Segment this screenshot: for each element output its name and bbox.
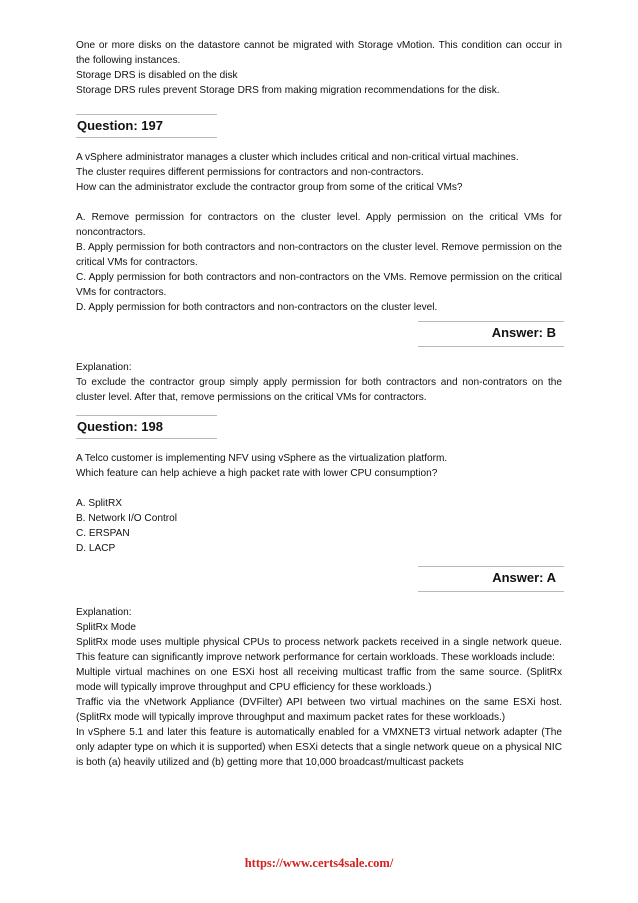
answer-197: Answer: B [491,325,556,340]
stem-line: Which feature can help achieve a high packet rate with lower CPU consumption? [76,468,438,479]
stem-line: A vSphere administrator manages a cluster which includes critical and non-critical virtual machines. [76,152,519,163]
stem-line: The cluster requires different permissions for contractors and non-contractors. [76,167,424,178]
explanation-198-paragraph: In vSphere 5.1 and later this feature is automatically enabled for a VMXNET3 virtual network adapter (The only adapter type on which it is supported) when ESXi detects that a single network queue on a physical NIC is both (a) heavily utilized and (b) getting more that 10,000 broadcast/multicast packets [76,727,562,768]
explanation-198-paragraph: SplitRx mode uses multiple physical CPUs to process network packets received in a single network queue. This feature can significantly improve network performance for certain workloads. These workloads include: [76,637,562,663]
footer-url[interactable]: https://www.certs4sale.com/ [244,856,394,870]
intro-line: Storage DRS is disabled on the disk [76,70,238,81]
question-198-title: Question: 198 [77,419,163,434]
page-content [76,38,562,770]
question-198-heading [76,415,562,441]
option-a: A. Remove permission for contractors on the cluster level. Apply permission on the critical VMs for noncontractors. [76,212,562,238]
question-197-title: Question: 197 [77,118,163,133]
intro-paragraph: One or more disks on the datastore cannot be migrated with Storage vMotion. This condition can occur in the following instances. [76,40,562,66]
question-198-options [76,496,562,556]
stem-line: How can the administrator exclude the contractor group from some of the critical VMs? [76,182,463,193]
answer-198-box [76,566,562,593]
question-198-stem [76,451,562,481]
stem-line: A Telco customer is implementing NFV using vSphere as the virtualization platform. [76,453,448,464]
explanation-198-paragraph: Multiple virtual machines on one ESXi host all receiving multicast traffic from the same source. (SplitRx mode will typically improve throughput and CPU efficiency for these workloads.) [76,667,562,693]
option-b: B. Network I/O Control [76,513,177,524]
explanation-198-subtitle: SplitRx Mode [76,622,137,633]
option-c: C. Apply permission for both contractors and non-contractors on the VMs. Remove permission on the critical VMs for contractors. [76,272,562,298]
question-197-heading [76,114,562,140]
explanation-198-paragraph: Traffic via the vNetwork Appliance (DVFilter) API between two virtual machines on the same ESXi host. (SplitRx mode will typically improve throughput and maximum packet rates for these workloads.) [76,697,562,723]
question-197-stem [76,150,562,195]
answer-198: Answer: A [492,570,556,585]
question-197-options [76,210,562,315]
option-d: D. Apply permission for both contractors and non-contractors on the cluster level. [76,302,438,313]
option-d: D. LACP [76,543,116,554]
explanation-197-text: To exclude the contractor group simply apply permission for both contractors and non-contrators on the cluster level. After that, remove permissions on the critical VMs for contractors. [76,377,562,403]
option-b: B. Apply permission for both contractors and non-contractors on the cluster level. Remove permission on the critical VMs for contractors. [76,242,562,268]
answer-197-box [76,321,562,348]
intro-line: Storage DRS rules prevent Storage DRS from making migration recommendations for the disk. [76,85,500,96]
option-c: C. ERSPAN [76,528,130,539]
option-a: A. SplitRX [76,498,122,509]
explanation-197-label: Explanation: [76,362,132,373]
explanation-198-label: Explanation: [76,607,132,618]
